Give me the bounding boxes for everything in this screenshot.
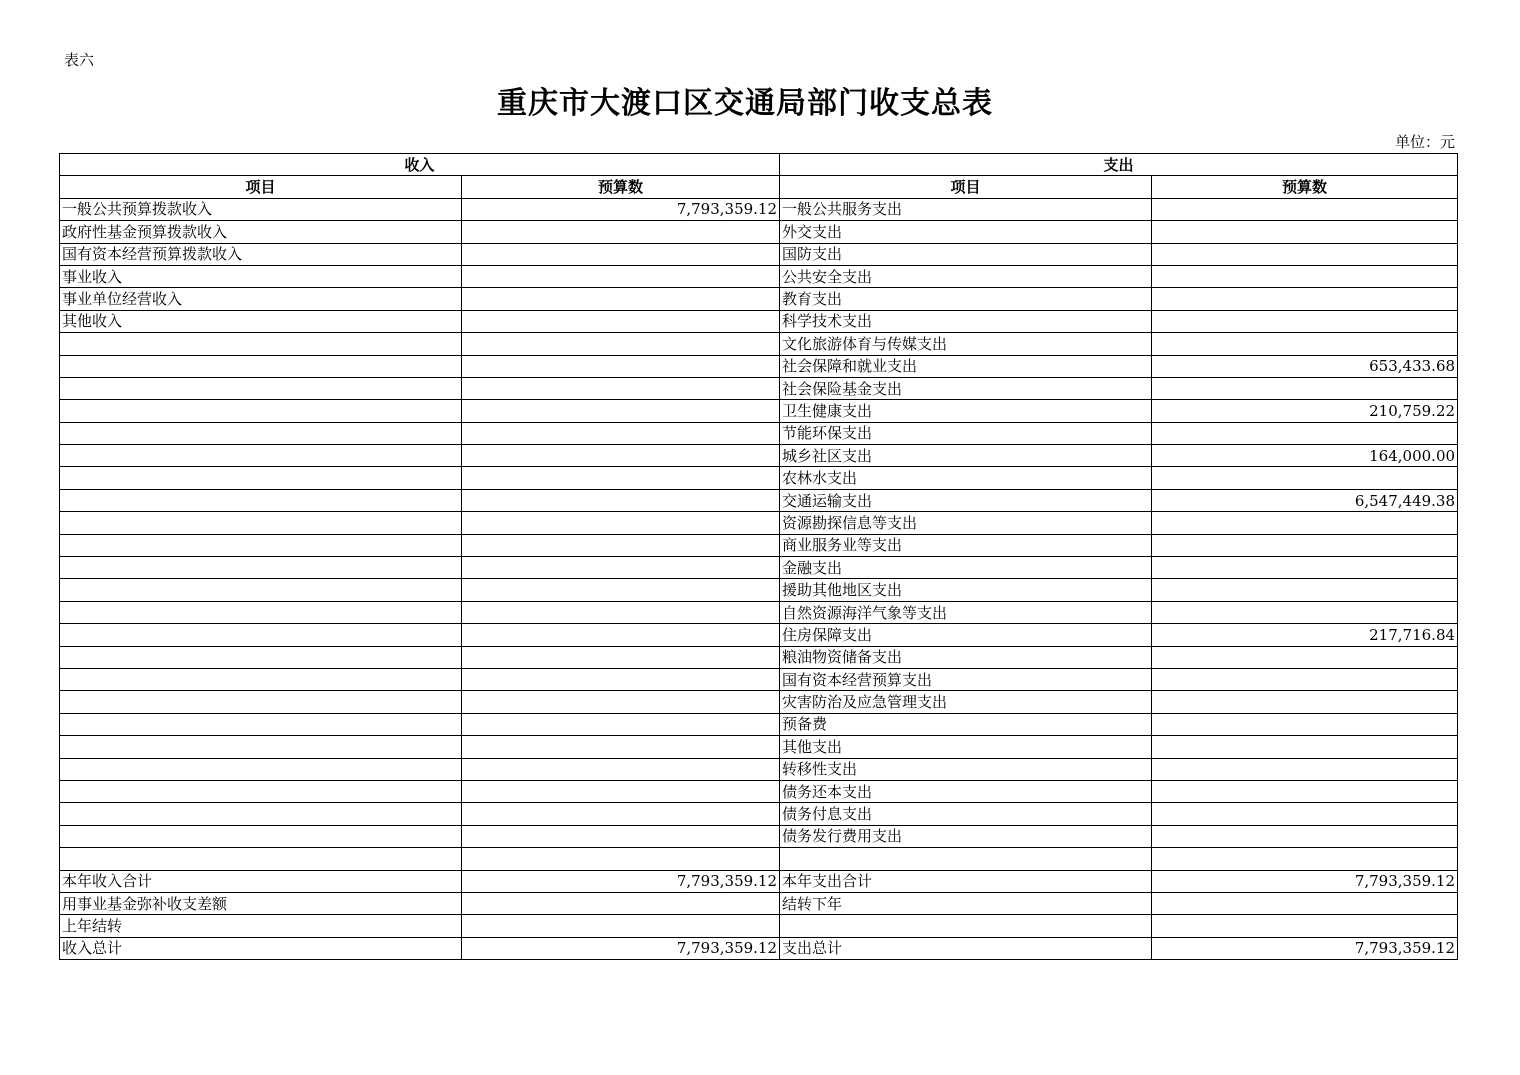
unit-label: 单位：元 — [1394, 133, 1455, 151]
income-item-cell — [60, 557, 462, 579]
table-row — [60, 624, 1458, 646]
income-item-cell — [60, 601, 462, 623]
table-body — [60, 198, 1458, 959]
expense-item-cell: 预备费 — [780, 713, 1152, 735]
income-budget-cell — [462, 825, 780, 847]
column-header-row — [60, 176, 1458, 198]
income-budget-cell — [462, 489, 780, 511]
income-group-header: 收入 — [60, 154, 780, 176]
income-budget-cell — [462, 780, 780, 802]
expense-budget-cell — [1152, 579, 1458, 601]
table-row — [60, 646, 1458, 668]
income-item-cell: 事业收入 — [60, 265, 462, 287]
expense-item-cell: 灾害防治及应急管理支出 — [780, 691, 1152, 713]
expense-item-cell: 外交支出 — [780, 221, 1152, 243]
expense-item-cell: 教育支出 — [780, 288, 1152, 310]
table-row — [60, 355, 1458, 377]
expense-budget-cell — [1152, 557, 1458, 579]
expense-budget-cell — [1152, 601, 1458, 623]
expense-item-cell: 商业服务业等支出 — [780, 534, 1152, 556]
expense-budget-cell — [1152, 310, 1458, 332]
table-row — [60, 198, 1458, 220]
income-budget-cell: 7,793,359.12 — [462, 198, 780, 220]
income-item-cell — [60, 377, 462, 399]
table-row — [60, 870, 1458, 892]
income-item-cell — [60, 668, 462, 690]
income-item-cell — [60, 803, 462, 825]
income-budget-cell — [462, 288, 780, 310]
expense-item-cell: 本年支出合计 — [780, 870, 1152, 892]
expense-item-cell: 社会保险基金支出 — [780, 377, 1152, 399]
expense-budget-header: 预算数 — [1152, 176, 1458, 198]
expense-item-cell: 社会保障和就业支出 — [780, 355, 1152, 377]
income-item-cell — [60, 646, 462, 668]
income-item-cell: 政府性基金预算拨款收入 — [60, 221, 462, 243]
income-budget-cell — [462, 355, 780, 377]
expense-group-header: 支出 — [780, 154, 1458, 176]
expense-item-cell: 文化旅游体育与传媒支出 — [780, 333, 1152, 355]
income-budget-cell — [462, 422, 780, 444]
expense-item-cell: 转移性支出 — [780, 758, 1152, 780]
income-budget-cell — [462, 915, 780, 937]
income-budget-cell — [462, 512, 780, 534]
expense-budget-cell — [1152, 892, 1458, 914]
expense-item-cell: 科学技术支出 — [780, 310, 1152, 332]
table-row — [60, 780, 1458, 802]
expense-budget-cell — [1152, 646, 1458, 668]
income-budget-cell — [462, 579, 780, 601]
income-item-cell — [60, 579, 462, 601]
expense-budget-cell — [1152, 333, 1458, 355]
expense-item-header: 项目 — [780, 176, 1152, 198]
table-row — [60, 803, 1458, 825]
table-row — [60, 333, 1458, 355]
expense-item-cell: 农林水支出 — [780, 467, 1152, 489]
income-item-cell — [60, 489, 462, 511]
table-row — [60, 758, 1458, 780]
income-item-cell — [60, 780, 462, 802]
expense-budget-cell: 653,433.68 — [1152, 355, 1458, 377]
expense-item-cell: 公共安全支出 — [780, 265, 1152, 287]
expense-item-cell: 城乡社区支出 — [780, 445, 1152, 467]
expense-item-cell: 结转下年 — [780, 892, 1152, 914]
income-budget-cell — [462, 377, 780, 399]
table-row — [60, 601, 1458, 623]
income-item-cell: 一般公共预算拨款收入 — [60, 198, 462, 220]
income-item-cell — [60, 691, 462, 713]
income-budget-cell — [462, 467, 780, 489]
expense-budget-cell: 6,547,449.38 — [1152, 489, 1458, 511]
table-row — [60, 579, 1458, 601]
income-budget-cell — [462, 400, 780, 422]
income-item-cell: 本年收入合计 — [60, 870, 462, 892]
income-budget-cell — [462, 691, 780, 713]
expense-item-cell: 交通运输支出 — [780, 489, 1152, 511]
expense-item-cell: 一般公共服务支出 — [780, 198, 1152, 220]
table-row — [60, 243, 1458, 265]
expense-budget-cell — [1152, 668, 1458, 690]
expense-item-cell: 债务付息支出 — [780, 803, 1152, 825]
expense-budget-cell — [1152, 198, 1458, 220]
expense-budget-cell — [1152, 780, 1458, 802]
income-budget-cell — [462, 758, 780, 780]
expense-budget-cell — [1152, 221, 1458, 243]
income-budget-cell — [462, 848, 780, 870]
income-budget-cell — [462, 310, 780, 332]
expense-budget-cell — [1152, 422, 1458, 444]
expense-item-cell: 支出总计 — [780, 937, 1152, 959]
table-row — [60, 915, 1458, 937]
income-budget-cell — [462, 243, 780, 265]
expense-item-cell: 自然资源海洋气象等支出 — [780, 601, 1152, 623]
income-item-cell — [60, 445, 462, 467]
budget-table — [59, 153, 1458, 960]
expense-budget-cell — [1152, 758, 1458, 780]
income-item-cell — [60, 848, 462, 870]
table-row — [60, 422, 1458, 444]
income-item-cell: 事业单位经营收入 — [60, 288, 462, 310]
table-row — [60, 668, 1458, 690]
expense-item-cell: 卫生健康支出 — [780, 400, 1152, 422]
income-budget-cell: 7,793,359.12 — [462, 937, 780, 959]
table-row — [60, 937, 1458, 959]
expense-item-cell: 债务发行费用支出 — [780, 825, 1152, 847]
table-row — [60, 825, 1458, 847]
expense-item-cell: 国有资本经营预算支出 — [780, 668, 1152, 690]
income-budget-cell — [462, 668, 780, 690]
expense-budget-cell — [1152, 713, 1458, 735]
group-header-row — [60, 154, 1458, 176]
table-row — [60, 713, 1458, 735]
expense-item-cell: 金融支出 — [780, 557, 1152, 579]
expense-budget-cell — [1152, 467, 1458, 489]
table-row — [60, 400, 1458, 422]
income-budget-cell — [462, 624, 780, 646]
income-item-cell: 国有资本经营预算拨款收入 — [60, 243, 462, 265]
expense-item-cell — [780, 915, 1152, 937]
income-item-cell — [60, 422, 462, 444]
expense-budget-cell — [1152, 736, 1458, 758]
table-number: 表六 — [64, 51, 95, 69]
expense-item-cell: 资源勘探信息等支出 — [780, 512, 1152, 534]
expense-budget-cell — [1152, 265, 1458, 287]
expense-budget-cell — [1152, 825, 1458, 847]
income-item-cell — [60, 333, 462, 355]
income-budget-cell — [462, 333, 780, 355]
expense-item-cell: 住房保障支出 — [780, 624, 1152, 646]
income-budget-cell — [462, 221, 780, 243]
table-row — [60, 892, 1458, 914]
income-budget-cell — [462, 646, 780, 668]
income-item-cell — [60, 825, 462, 847]
table-row — [60, 221, 1458, 243]
expense-budget-cell: 164,000.00 — [1152, 445, 1458, 467]
expense-budget-cell — [1152, 288, 1458, 310]
income-item-cell — [60, 534, 462, 556]
income-item-header: 项目 — [60, 176, 462, 198]
income-item-cell: 其他收入 — [60, 310, 462, 332]
income-item-cell — [60, 512, 462, 534]
expense-item-cell: 债务还本支出 — [780, 780, 1152, 802]
income-item-cell: 收入总计 — [60, 937, 462, 959]
expense-budget-cell: 7,793,359.12 — [1152, 870, 1458, 892]
table-row — [60, 265, 1458, 287]
page-title: 重庆市大渡口区交通局部门收支总表 — [497, 86, 993, 121]
expense-budget-cell — [1152, 848, 1458, 870]
expense-item-cell: 其他支出 — [780, 736, 1152, 758]
income-budget-cell — [462, 534, 780, 556]
expense-budget-cell — [1152, 243, 1458, 265]
table-row — [60, 691, 1458, 713]
income-item-cell — [60, 355, 462, 377]
income-budget-cell — [462, 265, 780, 287]
income-budget-cell — [462, 803, 780, 825]
expense-item-cell: 国防支出 — [780, 243, 1152, 265]
expense-item-cell: 援助其他地区支出 — [780, 579, 1152, 601]
income-item-cell — [60, 467, 462, 489]
income-item-cell: 用事业基金弥补收支差额 — [60, 892, 462, 914]
expense-item-cell: 节能环保支出 — [780, 422, 1152, 444]
income-budget-cell — [462, 601, 780, 623]
expense-budget-cell — [1152, 534, 1458, 556]
expense-budget-cell — [1152, 691, 1458, 713]
income-budget-header: 预算数 — [462, 176, 780, 198]
table-row — [60, 377, 1458, 399]
expense-budget-cell: 210,759.22 — [1152, 400, 1458, 422]
table-row — [60, 489, 1458, 511]
income-item-cell — [60, 400, 462, 422]
expense-budget-cell — [1152, 803, 1458, 825]
income-item-cell — [60, 624, 462, 646]
income-budget-cell — [462, 736, 780, 758]
income-item-cell — [60, 713, 462, 735]
expense-budget-cell — [1152, 915, 1458, 937]
table-row — [60, 736, 1458, 758]
table-row — [60, 557, 1458, 579]
expense-budget-cell — [1152, 377, 1458, 399]
table-row — [60, 288, 1458, 310]
table-row — [60, 467, 1458, 489]
expense-item-cell — [780, 848, 1152, 870]
expense-budget-cell: 7,793,359.12 — [1152, 937, 1458, 959]
income-budget-cell: 7,793,359.12 — [462, 870, 780, 892]
income-item-cell — [60, 758, 462, 780]
expense-item-cell: 粮油物资储备支出 — [780, 646, 1152, 668]
income-budget-cell — [462, 445, 780, 467]
expense-budget-cell — [1152, 512, 1458, 534]
table-row — [60, 445, 1458, 467]
table-row — [60, 310, 1458, 332]
table-row — [60, 534, 1458, 556]
income-budget-cell — [462, 713, 780, 735]
expense-budget-cell: 217,716.84 — [1152, 624, 1458, 646]
table-row — [60, 512, 1458, 534]
table-row — [60, 848, 1458, 870]
income-item-cell: 上年结转 — [60, 915, 462, 937]
income-budget-cell — [462, 557, 780, 579]
income-budget-cell — [462, 892, 780, 914]
income-item-cell — [60, 736, 462, 758]
